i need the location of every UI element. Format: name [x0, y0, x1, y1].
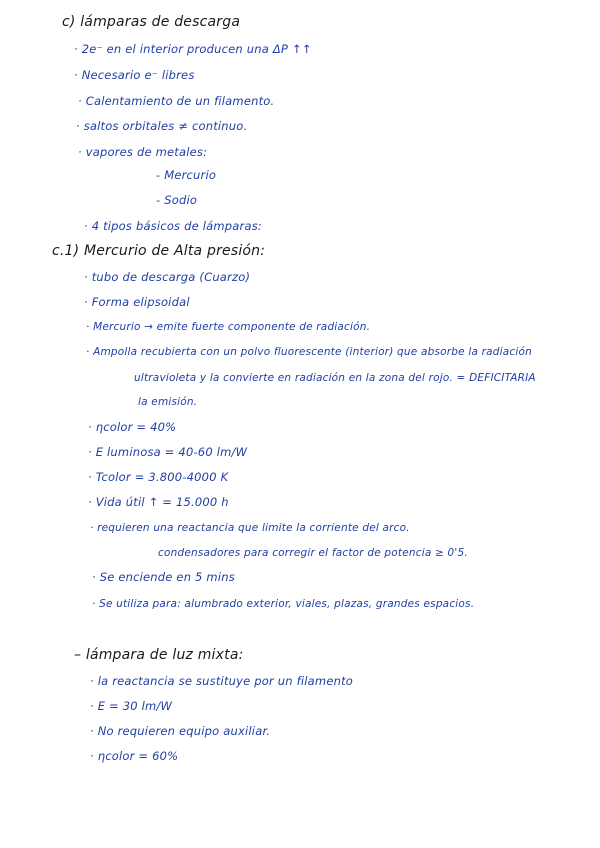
section-c-tipos: · 4 tipos básicos de lámparas:	[84, 219, 262, 233]
metal-item: - Sodio	[156, 193, 198, 207]
section-c1-bullet: · E luminosa = 40-60 lm/W	[88, 445, 248, 459]
section-c1-bullet: · ηcolor = 40%	[88, 420, 177, 434]
section-mixta-title: – lámpara de luz mixta:	[74, 647, 244, 663]
section-c-bullet: · Necesario e⁻ libres	[74, 68, 195, 82]
section-c-bullet: · vapores de metales:	[78, 145, 208, 159]
section-c1-bullet: · Mercurio → emite fuerte componente de radiación.	[86, 321, 371, 333]
section-mixta-bullet: · la reactancia se sustituye por un filamento	[90, 674, 354, 688]
section-mixta-bullet: · ηcolor = 60%	[90, 749, 179, 763]
section-c1-bullet: · Tcolor = 3.800-4000 K	[88, 470, 229, 484]
section-c1-bullet: · Vida útil ↑ = 15.000 h	[88, 495, 229, 509]
section-c-bullet: · saltos orbitales ≠ continuo.	[76, 119, 248, 133]
section-mixta-bullet: · E = 30 lm/W	[90, 699, 173, 713]
section-c1-title: c.1) Mercurio de Alta presión:	[52, 243, 266, 259]
section-c1-continuation: la emisión.	[138, 396, 198, 408]
section-c-bullet: · Calentamiento de un filamento.	[78, 94, 275, 108]
section-c1-continuation: ultravioleta y la convierte en radiación en la zona del rojo. = DEFICITARIA	[134, 372, 536, 384]
section-c1-bullet: · requieren una reactancia que limite la corriente del arco.	[90, 522, 410, 534]
section-c-bullet: · 2e⁻ en el interior producen una ΔP ↑↑	[74, 42, 312, 56]
section-c1-bullet: · Se enciende en 5 mins	[92, 570, 235, 584]
section-c1-bullet: · Ampolla recubierta con un polvo fluorescente (interior) que absorbe la radiación	[86, 346, 532, 358]
section-c1-continuation: condensadores para corregir el factor de potencia ≥ 0'5.	[158, 547, 468, 559]
section-c1-bullet: · tubo de descarga (Cuarzo)	[84, 270, 251, 284]
metal-item: - Mercurio	[156, 168, 217, 182]
section-mixta-bullet: · No requieren equipo auxiliar.	[90, 724, 271, 738]
section-c1-bullet: · Forma elipsoidal	[84, 295, 190, 309]
section-c1-bullet: · Se utiliza para: alumbrado exterior, viales, plazas, grandes espacios.	[92, 598, 475, 610]
section-c-title: c) lámparas de descarga	[62, 14, 241, 30]
